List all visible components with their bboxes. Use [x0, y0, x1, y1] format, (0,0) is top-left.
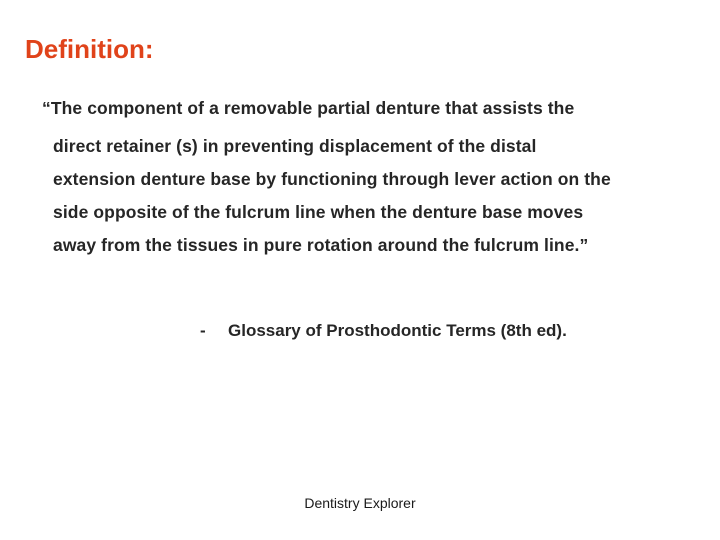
quote-line: “The component of a removable partial denture that assists the: [42, 98, 575, 118]
footer-text: Dentistry Explorer: [304, 495, 416, 511]
citation: [200, 321, 567, 341]
quote-line: direct retainer (s) in preventing displacement of the distal: [53, 136, 537, 156]
slide-title: Definition:: [25, 34, 154, 64]
citation-text: Glossary of Prosthodontic Terms (8th ed).: [228, 321, 567, 340]
quote-line: away from the tissues in pure rotation around the fulcrum line.”: [53, 235, 589, 255]
quote-line: side opposite of the fulcrum line when the denture base moves: [53, 202, 584, 222]
citation-dash: -: [200, 321, 206, 340]
quote-line: extension denture base by functioning through lever action on the: [53, 169, 611, 189]
